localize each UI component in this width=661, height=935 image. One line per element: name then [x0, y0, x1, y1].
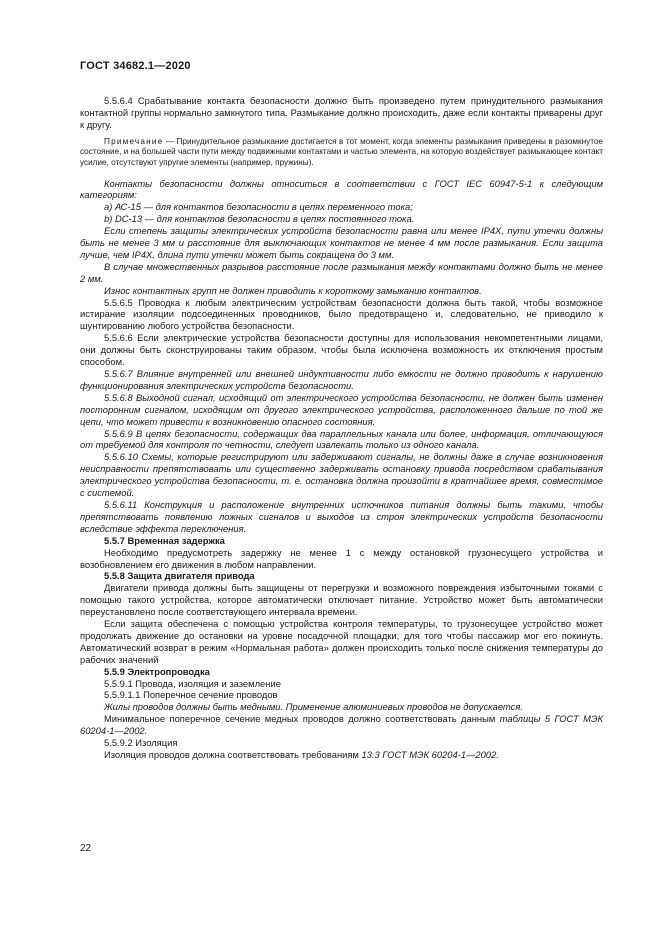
paragraph-motor-protection: Двигатели привода должны быть защищены от перегрузки и возможного повреждения избыточными токами с помощью такого устройства, которое автоматически отключает питание. Устройство может быть автоматически переустановлено после соответствующего интервала времени. [80, 582, 603, 618]
page-body [80, 95, 603, 761]
list-item-b: b) DC-13 — для контактов безопасности в цепях постоянного тока. [104, 213, 415, 225]
cross-section-text: Минимальное поперечное сечение медных проводов должно соответствовать данным [104, 713, 500, 725]
heading-5-5-8: 5.5.8 Защита двигателя привода [104, 570, 255, 582]
heading-5-5-9: 5.5.9 Электропроводка [104, 665, 210, 677]
paragraph-5-5-9-1-1: 5.5.9.1.1 Поперечное сечение проводов [104, 689, 278, 701]
insulation-reference: 13.3 ГОСТ МЭК 60204-1—2002. [361, 749, 499, 760]
paragraph-5-5-6-9: 5.5.6.9 В цепях безопасности, содержащих два параллельных канала или более, информация, отличающуюся от требуемой для контроля по четности, следует извлекать только из одного канала. [80, 427, 603, 451]
paragraph-ip4x: Если степень защиты электрических устройств безопасности равна или менее IP4X, пути утечки должны быть не менее 3 мм и расстояние для выключающих контактов не менее 4 мм после размыкания. Если защита лучше, чем IP4X, длина пути утечки может быть сокращена до 3 мм. [80, 225, 603, 260]
page-number: 22 [80, 843, 92, 854]
heading-5-5-7: 5.5.7 Временная задержка [104, 534, 225, 546]
list-item-a: а) АС-15 — для контактов безопасности в цепях переменного тока; [104, 201, 413, 213]
paragraph-5-5-6-6: 5.5.6.6 Если электрические устройства безопасности доступны для использования некомпетентными лицами, они должны быть сконструированы таким образом, чтобы была исключена возможность их отключения простым способом. [80, 332, 603, 368]
paragraph-time-delay: Необходимо предусмотреть задержку не менее 1 с между остановкой грузонесущего устройства и возобновлением его движения в любом направлении. [80, 546, 603, 570]
paragraph-copper-conductors: Жилы проводов должны быть медными. Применение алюминиевых проводов не допускается. [104, 701, 523, 713]
paragraph-insulation [80, 749, 603, 761]
paragraph-temperature-control: Если защита обеспечена с помощью устройства контроля температуры, то грузонесущее устройство может продолжать движение до остановки на уровне посадочной площадки, для того чтобы пассажир мог его покинуть. Автоматический возврат в режим «Нормальная работа» должен происходить только после снижения температуры до рабочих значений [80, 618, 603, 665]
paragraph-5-5-6-4: 5.5.6.4 Срабатывание контакта безопасности должно быть произведено путем принудительного размыкания контактной группы нормально замкнутого типа. Размыкание должно происходить, даже если контакты приварены друг к другу. [80, 95, 603, 130]
paragraph-cross-section [80, 713, 603, 737]
paragraph-5-5-6-11: 5.5.6.11 Конструкция и расположение внутренних источников питания должны быть такими, чтобы препятствовать появлению ложных сигналов и выходов из строя электрических устройств безопасности вследствие эффекта переключения. [80, 498, 603, 534]
note-label: Примечание [104, 136, 164, 146]
paragraph-5-5-6-10: 5.5.6.10 Схемы, которые регистрируют или задерживают сигналы, не должны даже в случае возникновения неисправности препятствовать или существенно задерживать остановку привода посредством срабатывания электрического устройства безопасности, т. е. остановка должна произойти в кратчайшее время, совместимое с системой. [80, 451, 603, 499]
document-header: ГОСТ 34682.1—2020 [80, 60, 191, 72]
paragraph-5-5-9-1: 5.5.9.1 Провода, изоляция и заземление [104, 677, 281, 689]
note [80, 137, 603, 169]
paragraph-5-5-6-7: 5.5.6.7 Влияние внутренней или внешней индуктивности либо емкости не должно приводить к нарушению функционирования электрических устройств безопасности. [80, 368, 603, 391]
paragraph-5-5-9-2: 5.5.9.2 Изоляция [104, 737, 178, 749]
paragraph-contact-wear: Износ контактных групп не должен приводить к короткому замыканию контактов. [104, 284, 482, 296]
note-text: — Принудительное размыкание достигается в тот момент, когда элементы размыкания приведены в разомкнутое состояние, и на большей части пути между подвижными контактами и частью элемента, на которую воздействует размыкающее контакт усилие, отсутствуют упругие элементы (например, пружины). [80, 136, 603, 167]
insulation-text: Изоляция проводов должна соответствовать требованиям [104, 749, 362, 760]
paragraph-contact-categories: Контакты безопасности должны относиться в соответствии с ГОСТ IEC 60947-5-1 к следующим категориям: [80, 177, 603, 201]
paragraph-5-5-6-5: 5.5.6.5 Проводка к любым электрическим устройствам безопасности должна быть такой, чтобы возможное истирание изоляции подсоединенных проводников, было предотвращено и, следовательно, не приводило к шунтированию любого устройства безопасности. [80, 296, 603, 332]
paragraph-5-5-6-8: 5.5.6.8 Выходной сигнал, исходящий от электрического устройства безопасности, не должен быть изменен посторонним сигналом, исходящим от другого электрического устройства, расположенного дальше по той же цепи, что может привести к возникновению опасного состояния. [80, 391, 603, 427]
paragraph-multiple-breaks: В случае множественных разрывов расстояние после размыкания между контактами должно быть не менее 2 мм. [80, 260, 603, 284]
cross-section-reference: таблицы 5 ГОСТ МЭК 60204-1—2002. [80, 713, 603, 737]
